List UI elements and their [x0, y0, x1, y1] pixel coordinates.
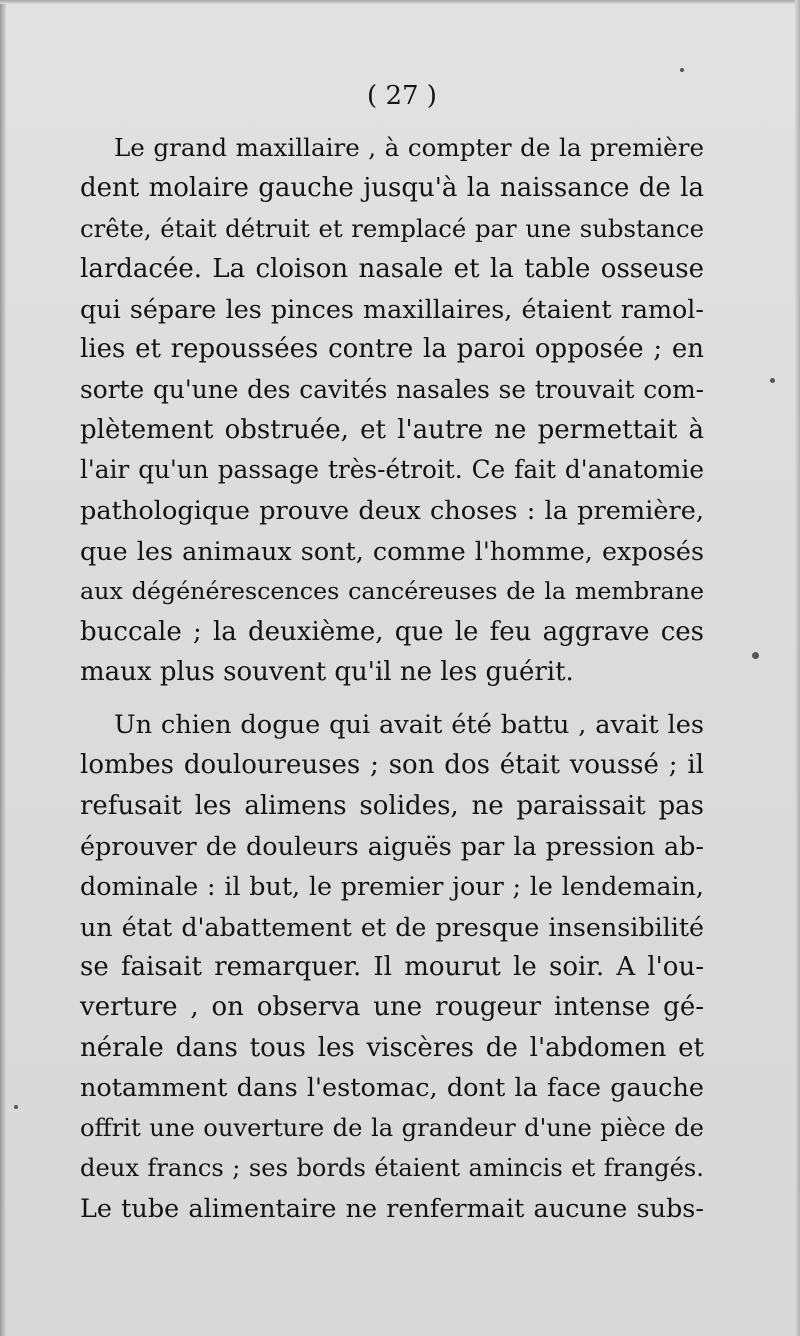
- text-line: éprouver de douleurs aiguës par la pression ab-: [80, 831, 704, 862]
- text-line: aux dégénérescences cancéreuses de la membrane: [80, 577, 704, 606]
- text-line: que les animaux sont, comme l'homme, exposés: [80, 535, 704, 566]
- paper-speck: [14, 1105, 18, 1109]
- text-line: se faisait remarquer. Il mourut le soir. A l'ou-: [80, 951, 704, 982]
- text-line: Le tube alimentaire ne renfermait aucune subs-: [80, 1193, 704, 1224]
- text-line: crête, était détruit et remplacé par une substance: [80, 213, 704, 243]
- text-line: deux francs ; ses bords étaient amincis et frangés.: [80, 1154, 704, 1183]
- text-line: lies et repoussées contre la paroi opposée ; en: [80, 334, 704, 365]
- paper-speck: [770, 378, 775, 383]
- paragraph: [80, 705, 704, 1229]
- text-line: plètement obstruée, et l'autre ne permettait à: [80, 415, 704, 446]
- text-line: buccale ; la deuxième, que le feu aggrave ces: [80, 616, 704, 647]
- text-line: qui sépare les pinces maxillaires, étaient ramol-: [80, 294, 704, 325]
- text-line: dominale : il but, le premier jour ; le lendemain,: [80, 871, 704, 902]
- text-line: l'air qu'un passage très-étroit. Ce fait d'anatomie: [80, 455, 704, 485]
- text-line: lombes douloureuses ; son dos était voussé ; il: [80, 750, 704, 781]
- text-line: offrit une ouverture de la grandeur d'une pièce de: [80, 1114, 704, 1143]
- page-edge-top: [0, 0, 800, 4]
- paper-speck: [752, 652, 759, 659]
- paragraph: [80, 128, 704, 692]
- text-line: lardacée. La cloison nasale et la table osseuse: [80, 253, 704, 284]
- page-edge-right: [795, 0, 800, 1336]
- text-line: un état d'abattement et de presque insensibilité: [80, 911, 704, 942]
- text-line: notamment dans l'estomac, dont la face gauche: [80, 1072, 704, 1103]
- text-line: sorte qu'une des cavités nasales se trouvait com-: [80, 374, 704, 404]
- page-edge-left: [0, 0, 6, 1336]
- text-line: refusait les alimens solides, ne paraissait pas: [80, 790, 704, 821]
- page-number: ( 27 ): [367, 81, 437, 111]
- text-line: verture , on observa une rougeur intense gé-: [80, 992, 704, 1023]
- text-line: pathologique prouve deux choses : la première,: [80, 495, 704, 526]
- text-line: nérale dans tous les viscères de l'abdomen et: [80, 1032, 704, 1063]
- page-text: [80, 70, 704, 1242]
- text-line: Un chien dogue qui avait été battu , avait les: [114, 710, 704, 741]
- text-line: maux plus souvent qu'il ne les guérit.: [80, 656, 574, 687]
- text-line: dent molaire gauche jusqu'à la naissance de la: [80, 173, 704, 204]
- text-line: Le grand maxillaire , à compter de la première: [114, 133, 704, 162]
